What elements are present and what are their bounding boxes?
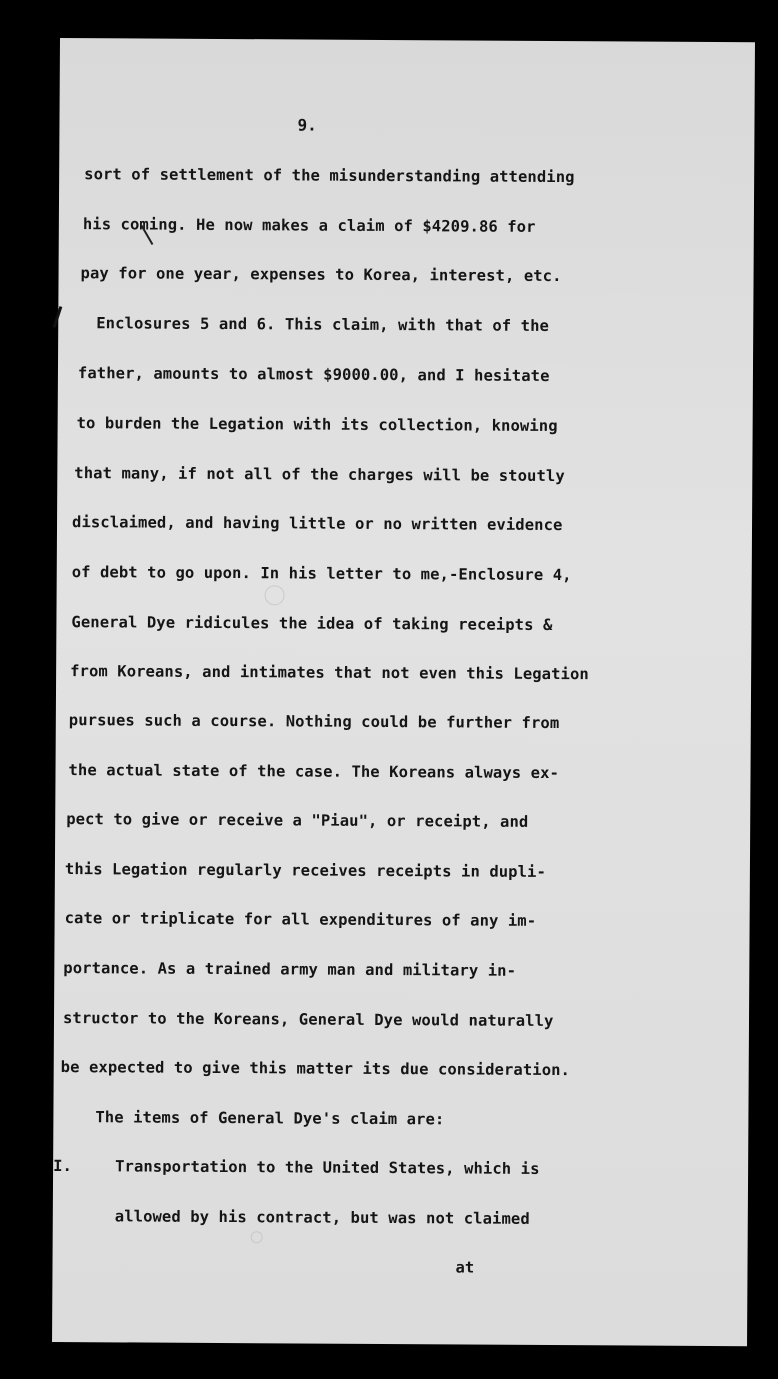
text-line: Transportation to the United States, which is bbox=[115, 1157, 540, 1178]
text-line: the actual state of the case. The Koreans always ex- bbox=[68, 761, 560, 783]
text-line: The items of General Dye's claim are: bbox=[95, 1108, 445, 1129]
text-line: cate or triplicate for all expenditures of any im- bbox=[64, 909, 537, 930]
text-line: father, amounts to almost $9000.00, and I hesitate bbox=[77, 364, 550, 385]
text-line: pursues such a course. Nothing could be further from bbox=[68, 711, 560, 733]
document-page bbox=[52, 38, 755, 1346]
text-line: this Legation regularly receives receipts in dupli- bbox=[64, 860, 547, 881]
text-line: portance. As a trained army man and military in- bbox=[63, 959, 517, 980]
text-line: from Koreans, and intimates that not even this Legation bbox=[70, 662, 589, 684]
text-line: pect to give or receive a "Piau", or receipt, and bbox=[66, 810, 529, 831]
page-number: 9. bbox=[297, 115, 317, 135]
text-line: of debt to go upon. In his letter to me,-Enclosure 4, bbox=[71, 563, 572, 585]
text-line: General Dye ridicules the idea of taking receipts & bbox=[71, 613, 553, 635]
text-line: his coming. He now makes a claim of $4209.86 for bbox=[82, 215, 536, 236]
text-line: pay for one year, expenses to Korea, interest, etc. bbox=[80, 264, 562, 286]
list-marker: I. bbox=[53, 1156, 73, 1176]
text-line: disclaimed, and having little or no written evidence bbox=[71, 513, 563, 535]
text-line: Enclosures 5 and 6. This claim, with that of the bbox=[96, 314, 550, 335]
paper-blemish bbox=[251, 1231, 263, 1243]
text-line: that many, if not all of the charges will be stoutly bbox=[74, 464, 565, 486]
text-line: allowed by his contract, but was not claimed bbox=[114, 1207, 530, 1228]
text-line: at bbox=[455, 1258, 475, 1277]
text-line: sort of settlement of the misunderstanding attending bbox=[84, 165, 575, 187]
paper-blemish bbox=[265, 585, 285, 605]
text-line: be expected to give this matter its due consideration. bbox=[60, 1058, 571, 1080]
text-line: to burden the Legation with its collection, knowing bbox=[76, 414, 558, 436]
text-line: structor to the Koreans, General Dye would naturally bbox=[62, 1009, 554, 1031]
